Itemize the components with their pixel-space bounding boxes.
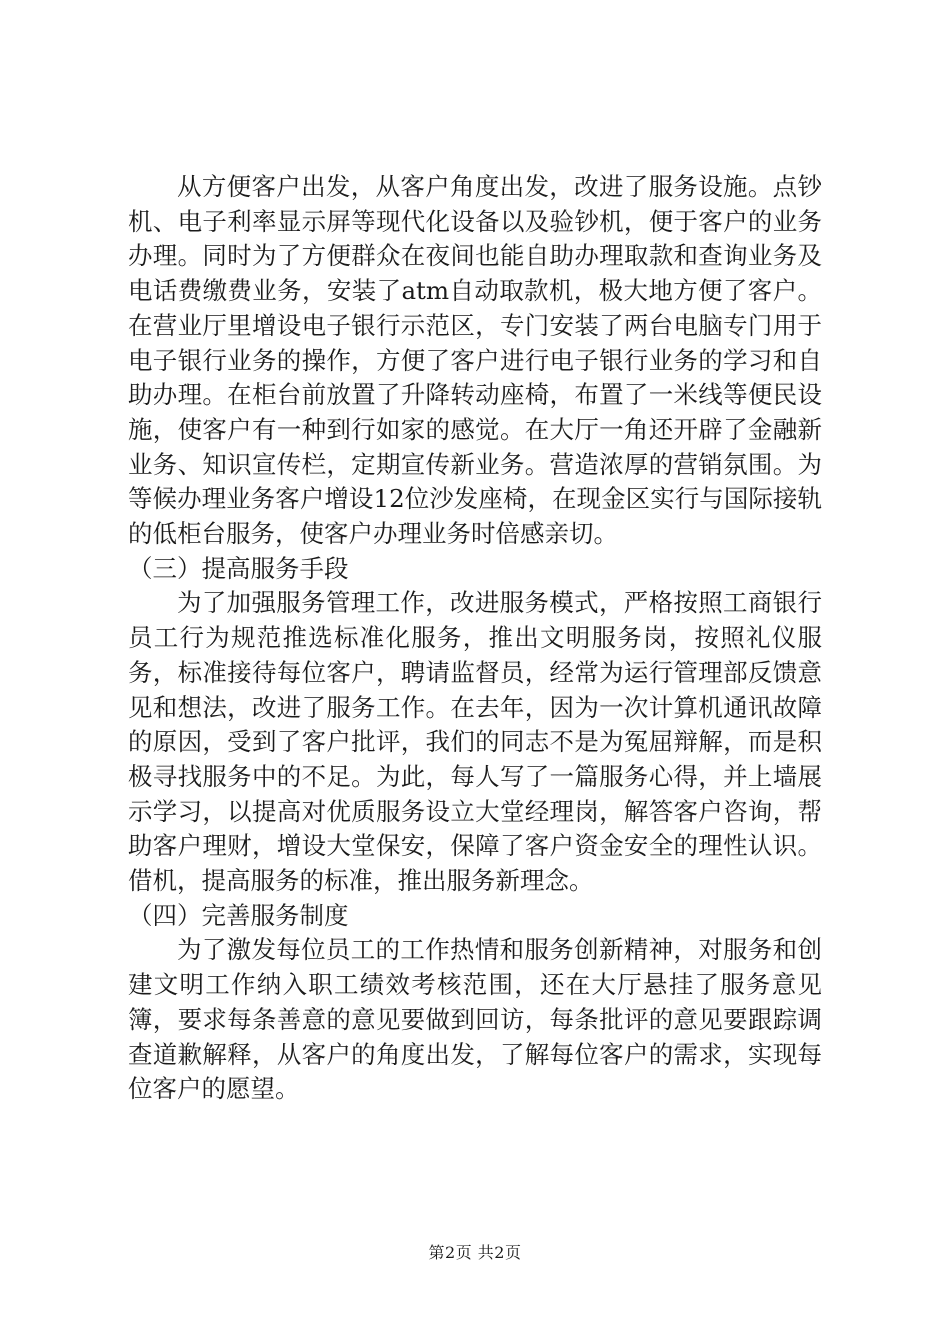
body-paragraph-service-innovation: 为了激发每位员工的工作热情和服务创新精神，对服务和创建文明工作纳入职工绩效考核范围，还在大厅悬挂了服务意见簿，要求每条善意的意见要做到回访，每条批评的意见要跟踪调查道歉解释，从客户的角度出发，了解每位客户的需求，实现每位客户的愿望。 <box>128 935 822 1104</box>
section-heading-improve-service-system: （四）完善服务制度 <box>128 900 349 930</box>
body-paragraph-service-facilities: 从方便客户出发，从客户角度出发，改进了服务设施。点钞机、电子利率显示屏等现代化设备以及验钞机，便于客户的业务办理。同时为了方便群众在夜间也能自助办理取款和查询业务及电话费缴费业务，安装了atm自动取款机，极大地方便了客户。在营业厅里增设电子银行示范区，专门安装了两台电脑专门用于电子银行业务的操作，方便了客户进行电子银行业务的学习和自助办理。在柜台前放置了升降转动座椅，布置了一米线等便民设施，使客户有一种到行如家的感觉。在大厅一角还开辟了金融新业务、知识宣传栏，定期宣传新业务。营造浓厚的营销氛围。为等候办理业务客户增设12位沙发座椅，在现金区实行与国际接轨的低柜台服务，使客户办理业务时倍感亲切。 <box>128 172 822 549</box>
section-heading-improve-service-means: （三）提高服务手段 <box>128 553 349 583</box>
document-body <box>128 170 822 1107</box>
body-paragraph-service-management: 为了加强服务管理工作，改进服务模式，严格按照工商银行员工行为规范推选标准化服务，推出文明服务岗，按照礼仪服务，标准接待每位客户，聘请监督员，经常为运行管理部反馈意见和想法，改进了服务工作。在去年，因为一次计算机通讯故障的原因，受到了客户批评，我们的同志不是为冤屈辩解，而是积极寻找服务中的不足。为此，每人写了一篇服务心得，并上墙展示学习，以提高对优质服务设立大堂经理岗，解答客户咨询，帮助客户理财，增设大堂保安，保障了客户资金安全的理性认识。借机，提高服务的标准，推出服务新理念。 <box>128 588 822 896</box>
page-number-footer: 第2页 共2页 <box>428 1243 522 1262</box>
